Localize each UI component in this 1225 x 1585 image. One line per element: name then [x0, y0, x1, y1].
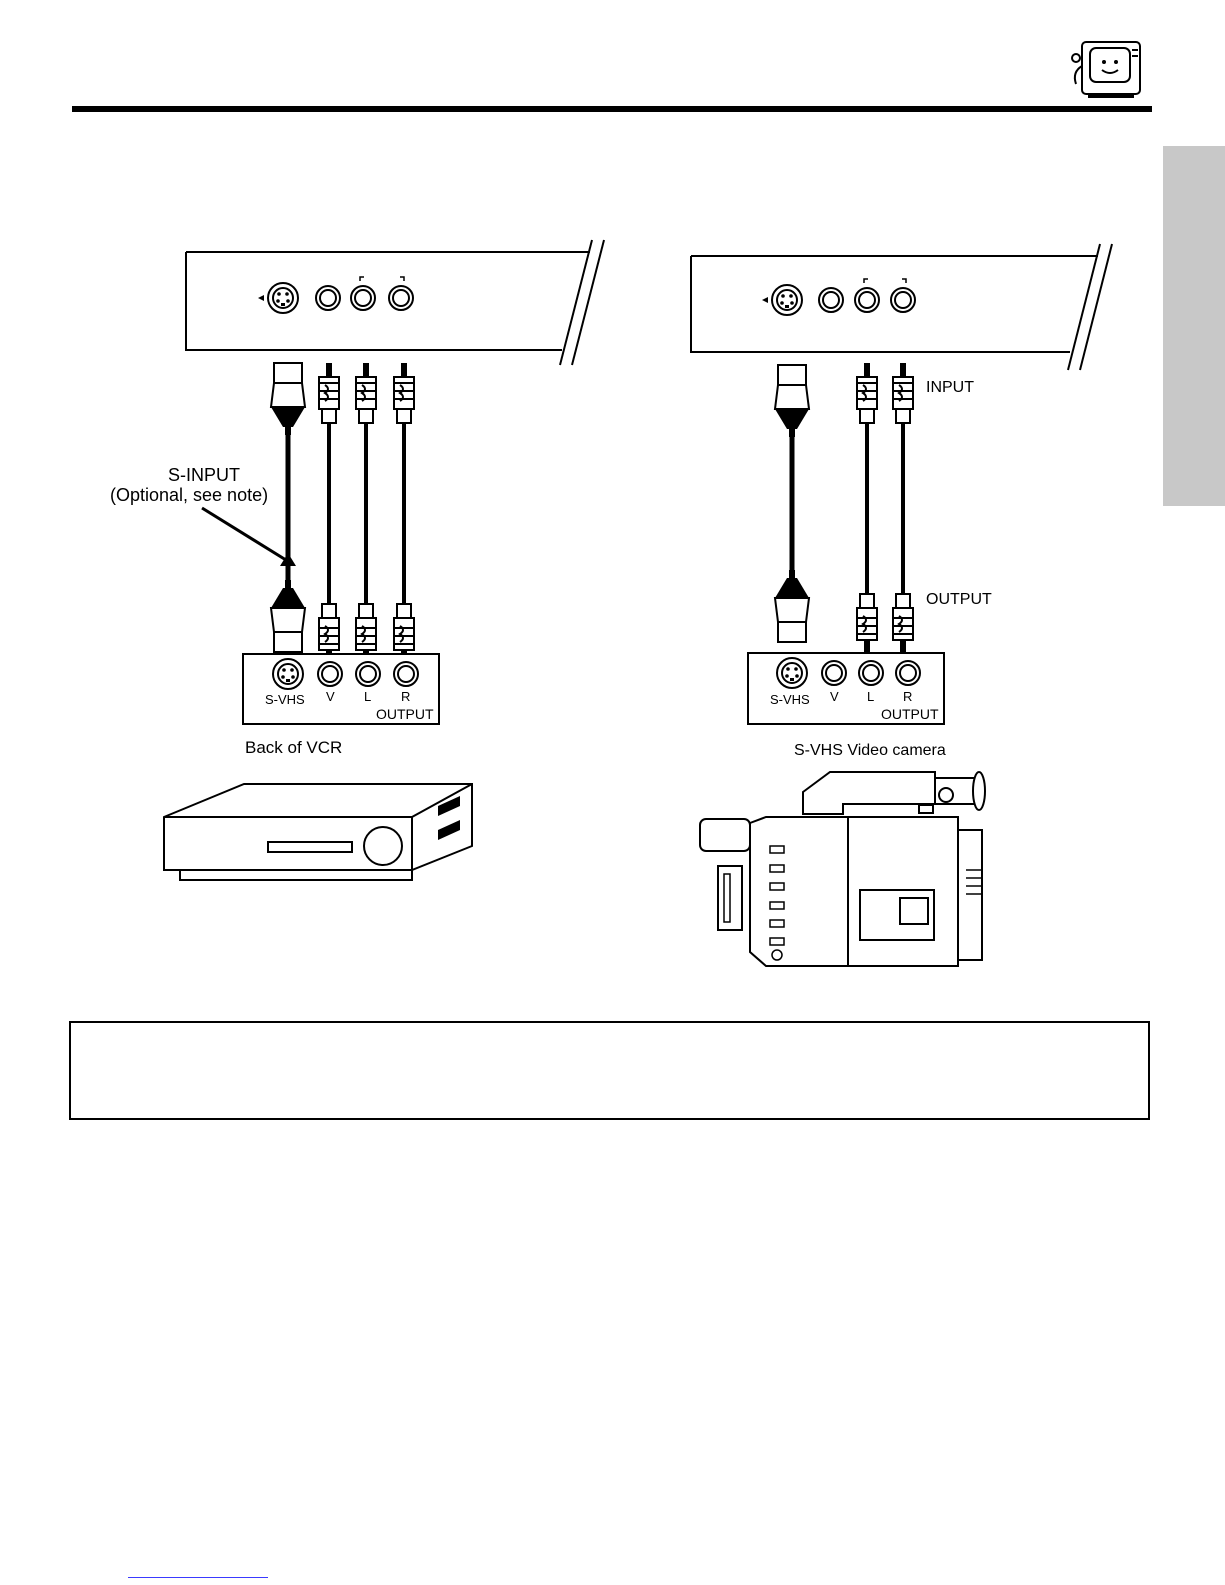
cable-s-video-left [271, 363, 305, 652]
cable-audio-r-left [394, 363, 414, 664]
cable-audio-l-right [857, 363, 877, 654]
s-input-note-label: (Optional, see note) [110, 485, 269, 505]
vcr-jack-l: L [364, 689, 372, 704]
camera-caption-label: S-VHS Video camera [794, 742, 946, 759]
vcr-jack-r: R [401, 689, 411, 704]
cable-video-left [319, 363, 339, 664]
camcorder-icon [700, 772, 985, 966]
cable-audio-l-left [356, 363, 376, 664]
cable-audio-r-right [893, 363, 913, 654]
vcr-jack-v: V [326, 689, 335, 704]
vcr-jack-svhs: S-VHS [265, 692, 305, 707]
back-of-vcr-label: Back of VCR [245, 738, 343, 757]
camera-output-section: OUTPUT [881, 706, 939, 722]
vcr-output-section: OUTPUT [376, 706, 434, 722]
camera-jack-r: R [903, 689, 913, 704]
camera-jack-l: L [867, 689, 875, 704]
vcr-icon [164, 784, 472, 880]
input-label: INPUT [926, 379, 974, 396]
footer-link-underline [128, 1577, 268, 1578]
note-box [69, 1021, 1150, 1120]
s-input-label: S-INPUT [168, 465, 240, 485]
tv-panel-right [691, 244, 1112, 370]
camera-jack-svhs: S-VHS [770, 692, 810, 707]
camera-jack-v: V [830, 689, 839, 704]
tv-panel-left [186, 240, 604, 365]
output-label: OUTPUT [926, 591, 992, 608]
arrow-icon [202, 508, 296, 566]
cable-s-video-right [775, 365, 809, 642]
